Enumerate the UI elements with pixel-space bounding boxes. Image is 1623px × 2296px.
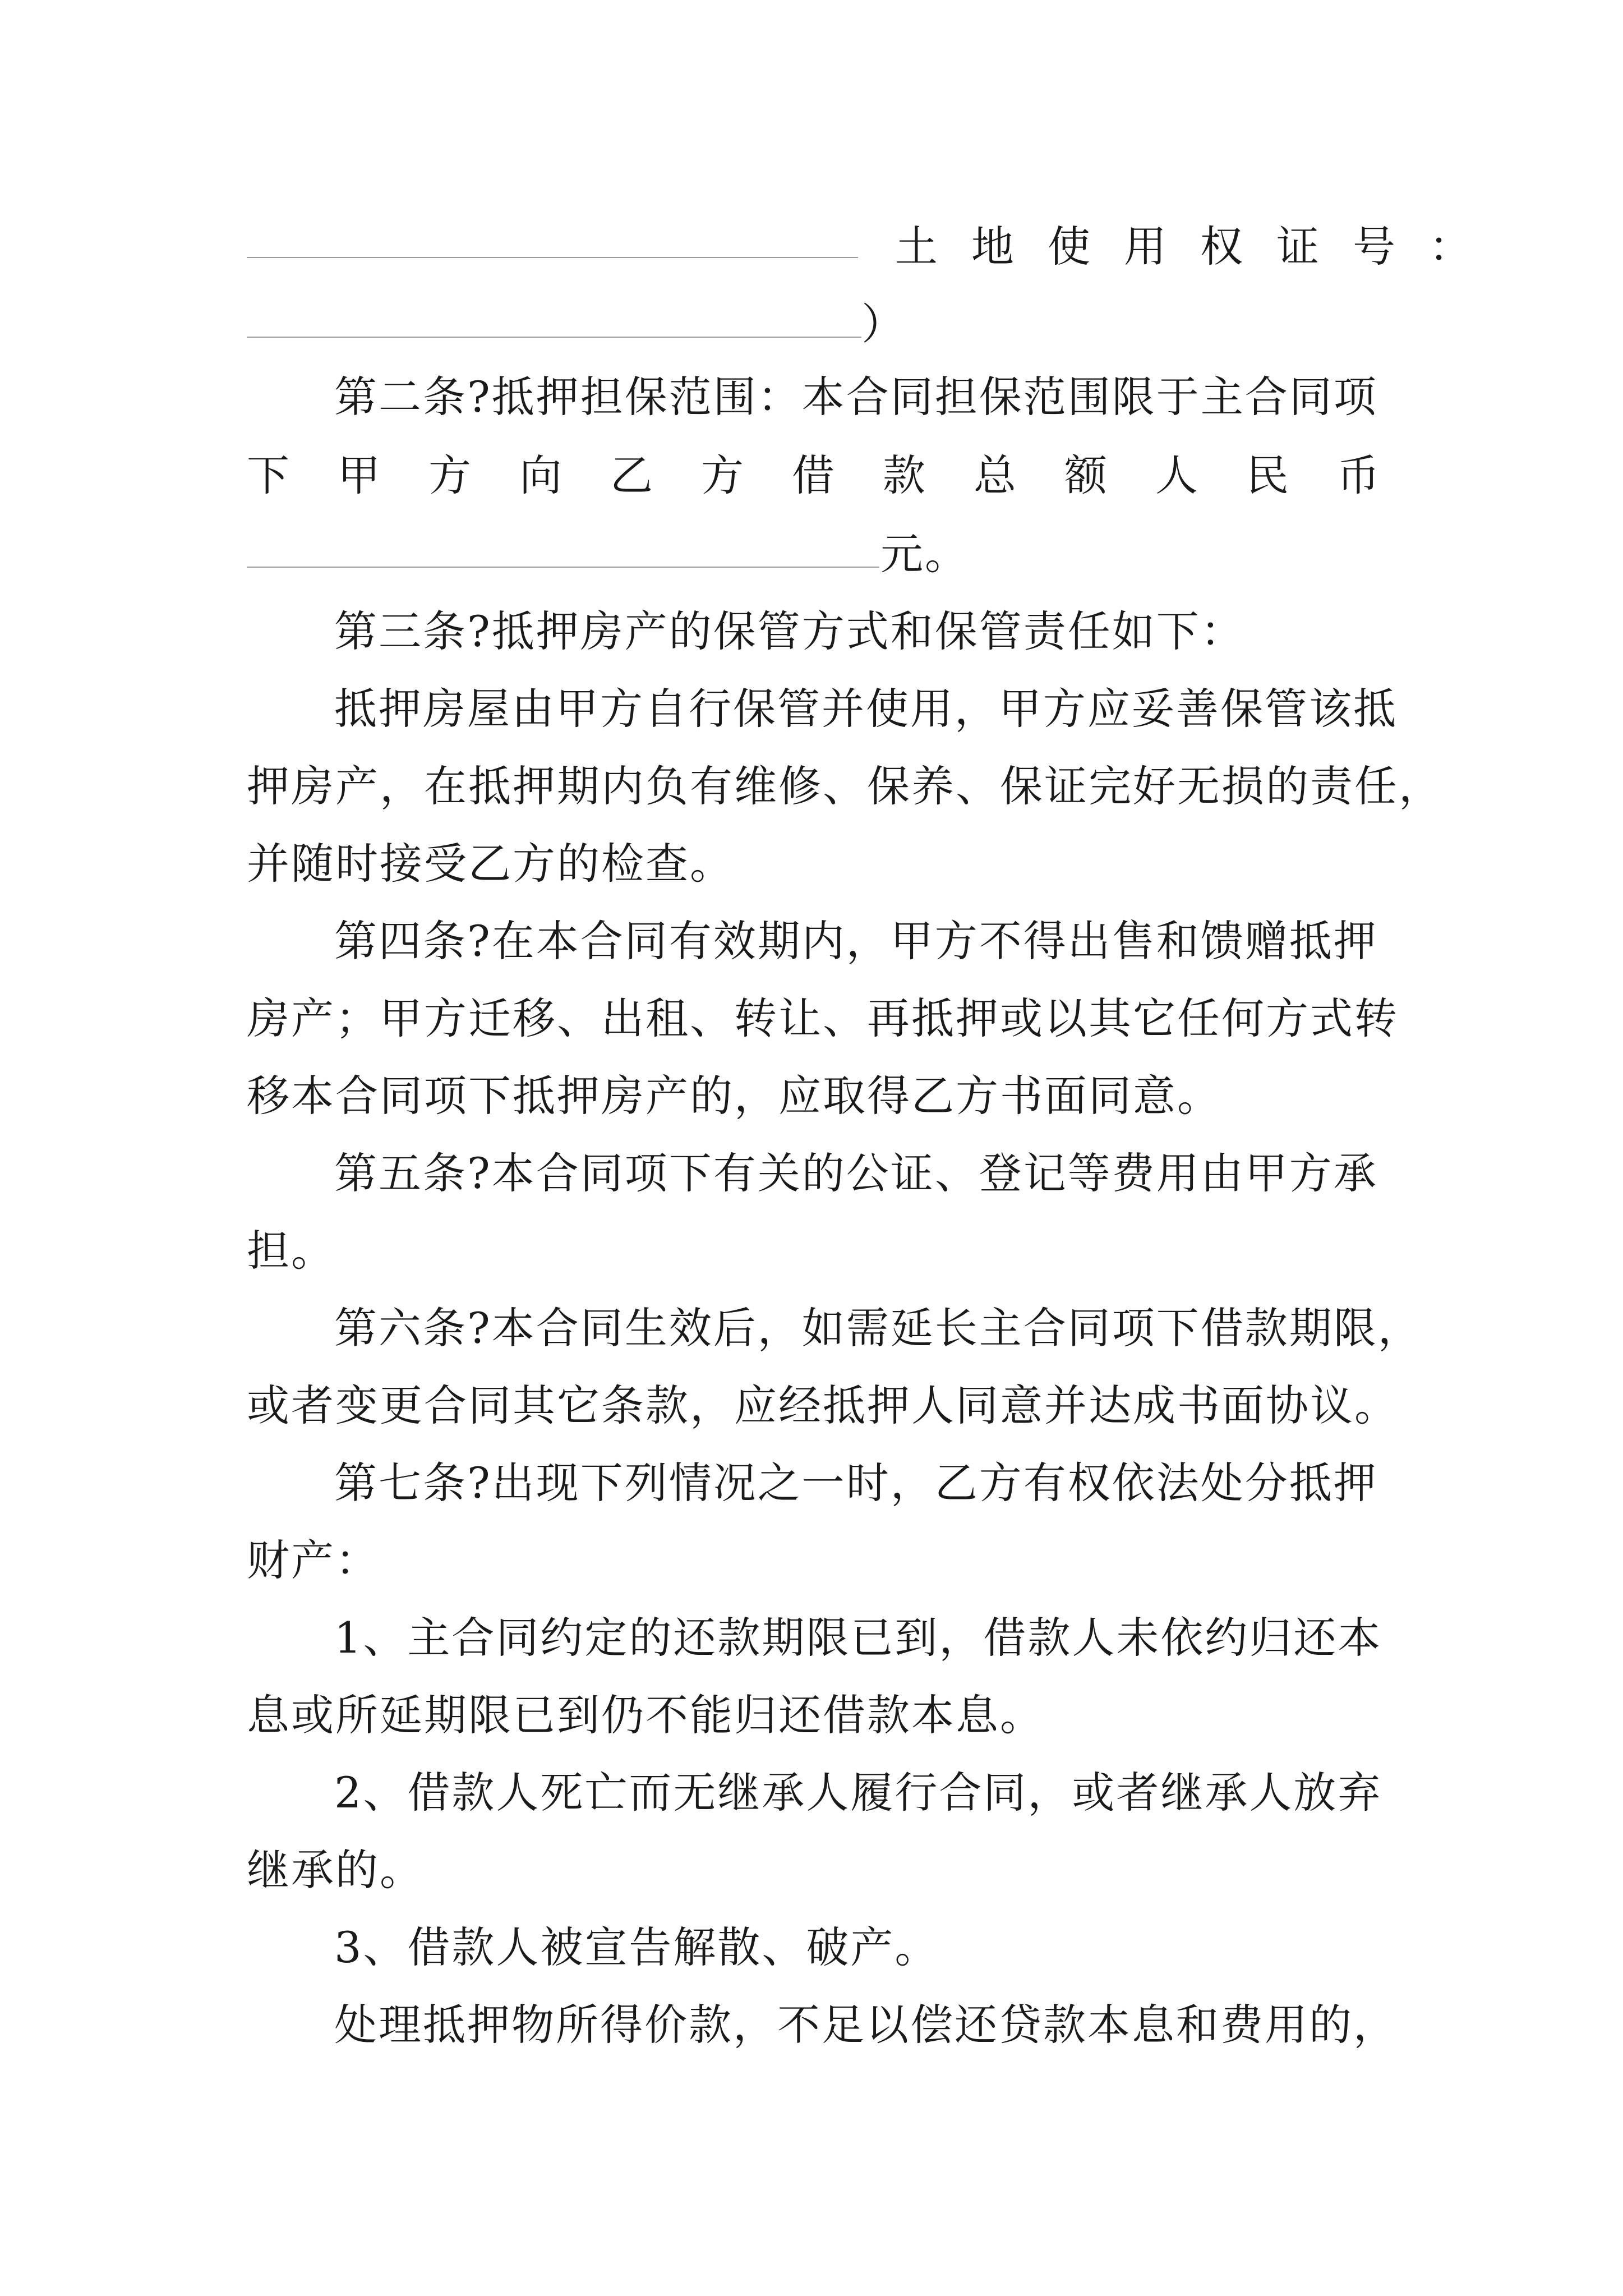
blank-line-1 [247,257,858,258]
article-5-line-2 [247,1224,1391,1278]
article-4-text-3: 移本合同项下抵押房产的，应取得乙方书面同意。 [247,1071,1221,1121]
article-7-text-1: 第七条?出现下列情况之一时，乙方有权依法处分抵押 [334,1458,1378,1508]
article-5-text-1: 第五条?本合同项下有关的公证、登记等费用由甲方承 [334,1148,1378,1198]
item-2-line-2 [247,1843,1391,1897]
article-2-line-3 [880,527,1105,581]
article-6-line-2 [247,1379,1399,1433]
article-7-line-1 [334,1456,1391,1510]
close-paren: ） [861,299,906,349]
article-2-text-3: 元。 [880,529,969,579]
last-para-text-1: 处理抵押物所得价款，不足以偿还贷款本息和费用的， [334,2000,1398,2050]
article-6-text-2: 或者变更合同其它条款，应经抵押人同意并达成书面协议。 [247,1381,1399,1430]
blank-line-2 [247,337,861,338]
item-2-line-1 [334,1766,1391,1820]
article-6-line-1 [334,1301,1422,1355]
item-2-text-1: 2、借款人死亡而无继承人履行合同，或者继承人放弃 [334,1768,1382,1818]
article-6-text-1: 第六条?本合同生效后，如需延长主合同项下借款期限， [334,1303,1422,1353]
article-3-para-text-2: 押房产，在抵押期内负有维修、保养、保证完好无损的责任， [247,761,1443,811]
article-4-line-1 [334,914,1391,968]
item-1-line-2 [247,1688,1391,1742]
article-3-title [334,605,1391,659]
close-paren-line [861,297,917,351]
article-7-line-2 [247,1534,1391,1588]
article-3-para-text-1: 抵押房屋由甲方自行保管并使用，甲方应妥善保管该抵 [334,684,1398,734]
article-7-text-2: 财产： [247,1535,380,1585]
article-4-text-1: 第四条?在本合同有效期内，甲方不得出售和馈赠抵押 [334,916,1378,966]
last-para-line-1 [334,1998,1398,2052]
article-3-para-line-1 [334,682,1398,736]
article-3-title-text: 第三条?抵押房产的保管方式和保管责任如下： [334,606,1245,656]
land-certificate-text: 土地使用权证号： [895,222,1505,272]
article-2-line-1 [334,370,1391,424]
item-1-text-2: 息或所延期限已到仍不能归还借款本息。 [247,1690,1044,1740]
item-3-line-1 [334,1921,1391,1975]
article-3-para-text-3: 并随时接受乙方的检查。 [247,839,734,889]
item-1-text-1: 1、主合同约定的还款期限已到，借款人未依约归还本 [334,1613,1382,1663]
article-2-text-1: 第二条?抵押担保范围：本合同担保范围限于主合同项 [334,372,1378,422]
article-4-line-2 [247,992,1399,1046]
article-3-para-line-3 [247,837,1391,891]
article-4-text-2: 房产；甲方迁移、出租、转让、再抵押或以其它任何方式转 [247,993,1399,1043]
article-2-line-2 [247,449,1428,503]
item-1-line-1 [334,1611,1391,1665]
article-2-text-2: 下甲方向乙方借款总额人民币 [247,450,1428,500]
article-5-text-2: 担。 [247,1226,335,1276]
article-3-para-line-2 [247,760,1443,813]
article-5-line-1 [334,1147,1391,1200]
land-certificate-label [895,220,1505,274]
item-3-text-1: 3、借款人被宣告解散、破产。 [334,1922,939,1972]
article-4-line-3 [247,1069,1391,1123]
blank-line-amount [247,567,879,568]
item-2-text-2: 继承的。 [247,1845,424,1895]
